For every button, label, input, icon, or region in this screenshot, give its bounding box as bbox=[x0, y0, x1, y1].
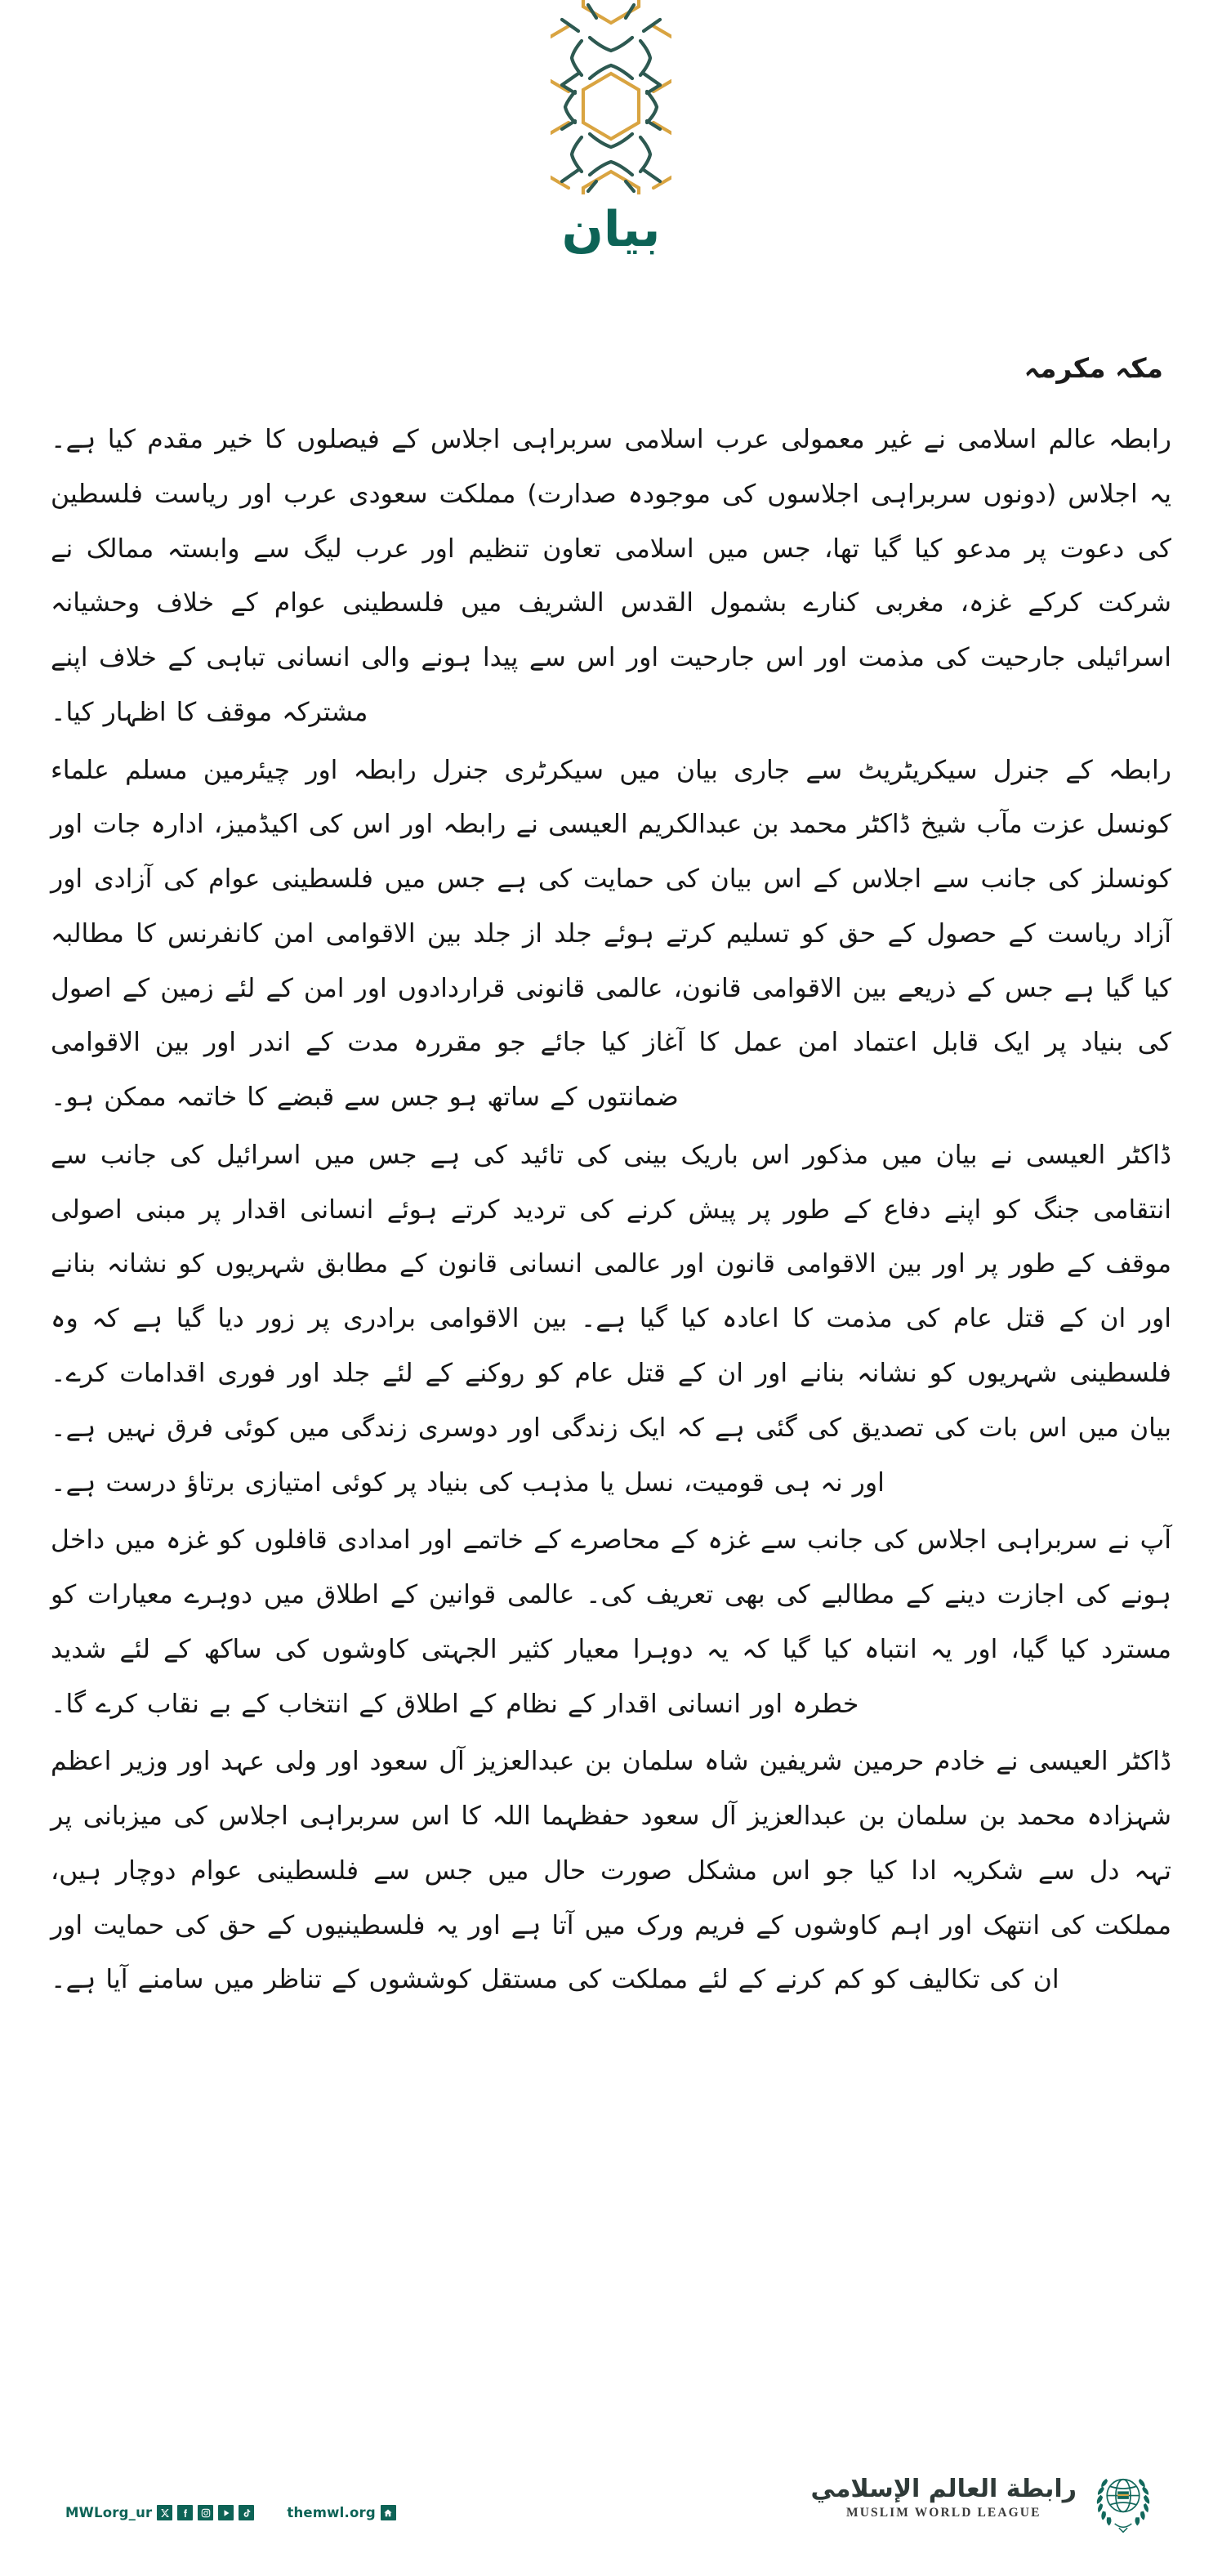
paragraph: ڈاکٹر العیسی نے خادم حرمین شریفین شاہ سلمان بن عبدالعزیز آل سعود اور ولی عہد اور وزیر اعظم شہزادہ محمد بن سلمان بن عبدالعزیز آل سعود حفظہما اللہ کا اس سربراہی اجلاس کی میزبانی پر تہہ دل سے شکریہ ادا کیا جو اس مشکل صورت حال میں جس سے فلسطینی عوام دوچار ہیں، مملکت کی انتھک اور اہم کاوشوں کے فریم ورک میں آتا ہے اور یہ فلسطینیوں کے حق کی حمایت اور ان کی تکالیف کو کم کرنے کے لئے مملکت کی مستقل کوششوں کے تناظر میں سامنے آیا ہے۔ bbox=[51, 1747, 1171, 1995]
youtube-icon[interactable] bbox=[218, 2505, 234, 2520]
paragraph: رابطہ عالم اسلامی نے غیر معمولی عرب اسلامی سربراہی اجلاس کے فیصلوں کا خیر مقدم کیا ہے۔ یہ اجلاس (دونوں سربراہی اجلاسوں کی موجودہ صدارت) مملکت سعودی عرب اور ریاست فلسطین کی دعوت پر مدعو کیا گیا تھا، جس میں اسلامی تعاون تنظیم اور عرب لیگ سے وابستہ ممالک نے شرکت کرکے غزہ، مغربی کنارے بشمول القدس الشریف میں فلسطینی عوام کے خلاف وحشیانہ اسرائیلی جارحیت کی مذمت اور اس جارحیت اور اس سے پیدا ہونے والی انسانی تباہی کے خلاف اپنے مشترکہ موقف کا اظہار کیا۔ bbox=[51, 425, 1171, 727]
dateline: مکہ مکرمہ bbox=[1024, 352, 1163, 384]
mwl-globe-wreath-emblem bbox=[1088, 2463, 1158, 2534]
instagram-icon[interactable] bbox=[198, 2505, 213, 2520]
facebook-icon[interactable] bbox=[177, 2505, 193, 2520]
social-handle-label: MWLorg_ur bbox=[65, 2505, 153, 2520]
islamic-hexagon-pattern-ornament bbox=[551, 0, 671, 194]
paragraph: رابطہ کے جنرل سیکریٹریٹ سے جاری بیان میں سیکرٹری جنرل رابطہ اور چیئرمین مسلم علماء کونسل عزت مآب شیخ ڈاکٹر محمد بن عبدالکریم العیسی نے رابطہ اور اس کی اکیڈمیز، ادارہ جات اور کونسلز کی جانب سے اجلاس کے اس بیان کی حمایت کی ہے جس میں فلسطینی عوام کی آزادی اور آزاد ریاست کے حصول کے حق کو تسلیم کرتے ہوئے جلد از جلد بین الاقوامی امن کانفرنس کا مطالبہ کیا گیا ہے جس کے ذریعے بین الاقوامی قانون، عالمی قانونی قراردادوں اور امن کے لئے زمین کے اصول کی بنیاد پر ایک قابل اعتماد امن عمل کا آغاز کیا جائے جو مقررہ مدت کے اندر اور بین الاقوامی ضمانتوں کے ساتھ ہو جس سے قبضے کا خاتمہ ممکن ہو۔ bbox=[51, 755, 1171, 1113]
mwl-logo-arabic: رابطة العالم الإسلامي bbox=[810, 2475, 1077, 2504]
x-icon[interactable] bbox=[157, 2505, 172, 2520]
social-handle-group bbox=[64, 2505, 254, 2520]
mwl-logo-text bbox=[811, 2477, 1077, 2520]
mwl-logo bbox=[811, 2463, 1159, 2534]
paragraph: ڈاکٹر العیسی نے بیان میں مذکور اس باریک بینی کی تائید کی ہے جس میں اسرائیل کی جانب سے انتقامی جنگ کو اپنے دفاع کے طور پر پیش کرنے کی تردید کرتے ہوئے انسانی اقدار پر مبنی اصولی موقف کے طور پر اور بین الاقوامی قانون اور عالمی انسانی قانون کے مطابق شہریوں کو نشانہ بنانے اور ان کے قتل عام کی مذمت کا اعادہ کیا گیا ہے۔ بین الاقوامی برادری پر زور دیا گیا ہے کہ وہ فلسطینی شہریوں کو نشانہ بنانے اور ان کے قتل عام کو روکنے کے لئے جلد اور فوری اقدامات کرے۔ بیان میں اس بات کی تصدیق کی گئی ہے کہ ایک زندگی اور دوسری زندگی میں کوئی فرق نہیں ہے۔ اور نہ ہی قومیت، نسل یا مذہب کی بنیاد پر کوئی امتیازی برتاؤ درست ہے۔ bbox=[51, 1140, 1171, 1498]
website-group bbox=[285, 2505, 395, 2520]
page-footer bbox=[0, 2458, 1222, 2556]
page-title: بیان bbox=[561, 201, 661, 258]
paragraph: آپ نے سربراہی اجلاس کی جانب سے غزہ کے محاصرے کے خاتمے اور امدادی قافلوں کو غزہ میں داخل ہونے کی اجازت دینے کے مطالبے کی بھی تعریف کی۔ عالمی قوانین کے اطلاق میں دوہرے معیارات کو مسترد کیا گیا، اور یہ انتباہ کیا گیا کہ یہ دوہرا معیار کثیر الجہتی کاوشوں کی ساکھ کے لئے شدید خطرہ اور انسانی اقدار کے نظام کے اطلاق کے انتخاب کے بے نقاب کرے گا۔ bbox=[51, 1525, 1171, 1719]
top-ornament bbox=[0, 0, 1222, 194]
home-icon[interactable] bbox=[381, 2505, 396, 2520]
website-label: themwl.org bbox=[287, 2505, 376, 2520]
mwl-logo-english: MUSLIM WORLD LEAGUE bbox=[845, 2506, 1041, 2520]
tiktok-icon[interactable] bbox=[239, 2505, 254, 2520]
footer-social-bar bbox=[64, 2505, 396, 2520]
page-title-wrap bbox=[0, 203, 1222, 257]
body-content bbox=[51, 413, 1171, 2011]
